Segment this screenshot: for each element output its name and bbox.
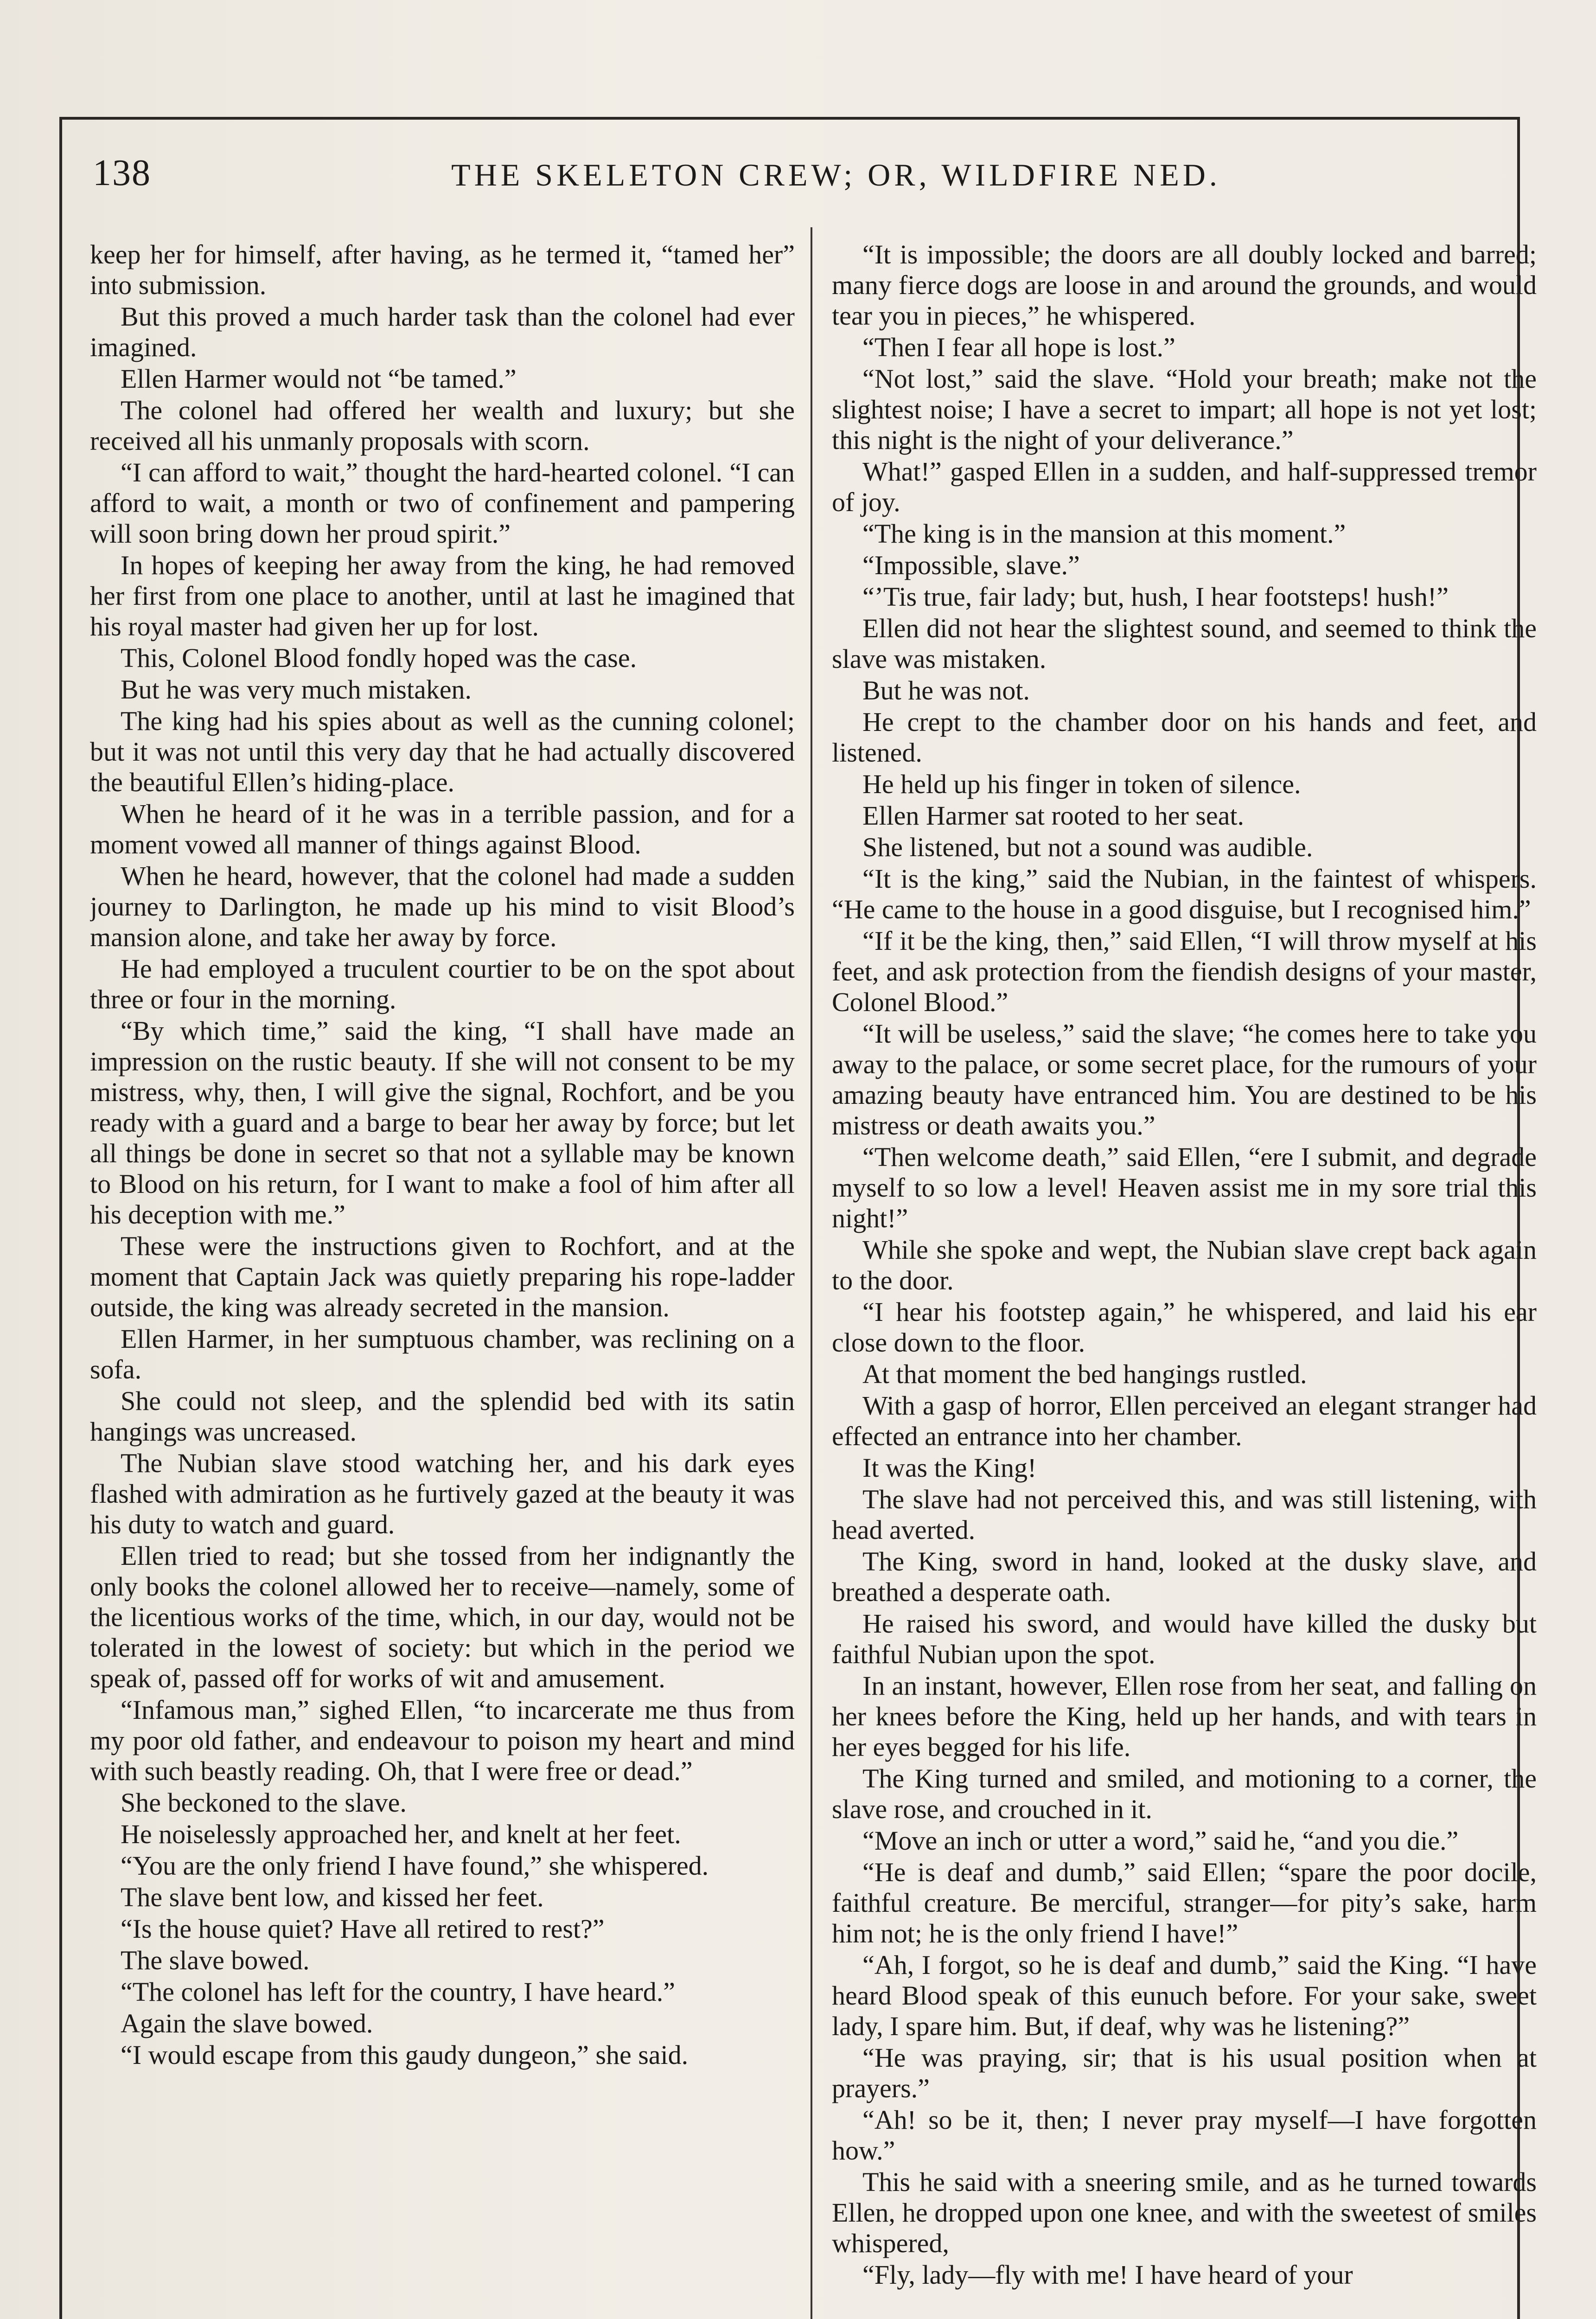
paragraph: He crept to the chamber door on his hands and feet, and listened. <box>832 707 1537 768</box>
paragraph: “Ah! so be it, then; I never pray myself—I have forgotten how.” <box>832 2105 1537 2165</box>
paragraph: “Is the house quiet? Have all retired to rest?” <box>121 1914 605 1944</box>
paragraph: The slave had not perceived this, and was still listening, with head averted. <box>832 1484 1537 1545</box>
paragraph: “The king is in the mansion at this moment.” <box>862 519 1346 549</box>
paragraph: When he heard, however, that the colonel had made a sudden journey to Darlington, he made up his mind to visit Blood’s mansion alone, and take her away by force. <box>90 861 795 952</box>
paragraph: “If it be the king, then,” said Ellen, “I will throw myself at his feet, and ask protection from the fiendish designs of your master, Colonel Blood.” <box>832 926 1537 1017</box>
paragraph: “It is impossible; the doors are all doubly locked and barred; many fierce dogs are loose in and around the grounds, and would tear you in pieces,” he whispered. <box>832 239 1537 331</box>
paragraph: In hopes of keeping her away from the king, he had removed her first from one place to another, until at last he imagined that his royal master had given her up for lost. <box>90 550 795 641</box>
paragraph: He held up his finger in token of silence. <box>862 769 1301 799</box>
paragraph: “Fly, lady—fly with me! I have heard of your <box>862 2260 1353 2290</box>
paragraph: “He is deaf and dumb,” said Ellen; “spare the poor docile, faithful creature. Be merciful, stranger—for pity’s sake, harm him not; he is the only friend I have!” <box>832 1857 1537 1948</box>
right-column <box>832 239 1537 2319</box>
paragraph: “You are the only friend I have found,” she whispered. <box>121 1851 709 1881</box>
paragraph: She listened, but not a sound was audible. <box>862 832 1313 862</box>
paragraph: In an instant, however, Ellen rose from her seat, and falling on her knees before the King, held up her hands, and with tears in her eyes begged for his life. <box>832 1671 1537 1762</box>
paragraph: “Infamous man,” sighed Ellen, “to incarcerate me thus from my poor old father, and endeavour to poison my heart and mind with such beastly reading. Oh, that I were free or dead.” <box>90 1695 795 1786</box>
paragraph: Ellen Harmer sat rooted to her seat. <box>862 801 1244 831</box>
paragraph: The King, sword in hand, looked at the dusky slave, and breathed a desperate oath. <box>832 1546 1537 1607</box>
paragraph: “’Tis true, fair lady; but, hush, I hear footsteps! hush!” <box>862 582 1449 612</box>
paragraph: “He was praying, sir; that is his usual position when at prayers.” <box>832 2043 1537 2103</box>
paragraph: But this proved a much harder task than the colonel had ever imagined. <box>90 301 795 362</box>
paragraph: The slave bent low, and kissed her feet. <box>121 1882 544 1912</box>
paragraph: He noiselessly approached her, and knelt at her feet. <box>121 1819 681 1849</box>
paragraph: She could not sleep, and the splendid bed with its satin hangings was uncreased. <box>90 1386 795 1447</box>
paragraph: “Then welcome death,” said Ellen, “ere I submit, and degrade myself to so low a level! Heaven assist me in my sore trial this night!” <box>832 1142 1537 1233</box>
paragraph: “It is the king,” said the Nubian, in the faintest of whispers. “He came to the house in a good disguise, but I recognised him.” <box>832 864 1537 924</box>
paragraph: “By which time,” said the king, “I shall have made an impression on the rustic beauty. If she will not consent to be my mistress, why, then, I will give the signal, Rochfort, and be you ready with a guard and a barge to bear her away by force; but let all things be done in secret so that not a syllable may be known to Blood on his return, for I want to make a fool of him after all his deception with me.” <box>90 1016 795 1230</box>
paragraph: “It will be useless,” said the slave; “he comes here to take you away to the palace, or some secret place, for the rumours of your amazing beauty have entranced him. You are destined to be his mistress or death awaits you.” <box>832 1019 1537 1140</box>
running-head: THE SKELETON CREW; OR, WILDFIRE NED. <box>451 157 1221 192</box>
paragraph: The colonel had offered her wealth and luxury; but she received all his unmanly proposals with scorn. <box>90 395 795 456</box>
paragraph: “I would escape from this gaudy dungeon,” she said. <box>121 2040 689 2070</box>
paragraph: Ellen Harmer, in her sumptuous chamber, was reclining on a sofa. <box>90 1324 795 1384</box>
paragraph: When he heard of it he was in a terrible passion, and for a moment vowed all manner of things against Blood. <box>90 799 795 859</box>
paragraph: The Nubian slave stood watching her, and his dark eyes flashed with admiration as he furtively gazed at the beauty it was his duty to watch and guard. <box>90 1448 795 1539</box>
paragraph: Ellen Harmer would not “be tamed.” <box>121 364 517 394</box>
paragraph: “Move an inch or utter a word,” said he, “and you die.” <box>862 1826 1459 1856</box>
paragraph: “Impossible, slave.” <box>862 550 1080 580</box>
paragraph: But he was very much mistaken. <box>121 674 472 705</box>
paragraph: While she spoke and wept, the Nubian slave crept back again to the door. <box>832 1235 1537 1295</box>
paragraph: “I hear his footstep again,” he whispered, and laid his ear close down to the floor. <box>832 1297 1537 1358</box>
paragraph: The King turned and smiled, and motioning to a corner, the slave rose, and crouched in it. <box>832 1763 1537 1824</box>
paragraph: At that moment the bed hangings rustled. <box>862 1359 1307 1389</box>
paragraph: The slave bowed. <box>121 1945 310 1975</box>
paragraph: What!” gasped Ellen in a sudden, and half-suppressed tremor of joy. <box>832 456 1537 517</box>
paragraph: He had employed a truculent courtier to be on the spot about three or four in the morning. <box>90 954 795 1014</box>
paragraph: “Ah, I forgot, so he is deaf and dumb,” said the King. “I have heard Blood speak of this eunuch before. For your sake, sweet lady, I spare him. But, if deaf, why was he listening?” <box>832 1950 1537 2041</box>
paragraph: Ellen did not hear the slightest sound, and seemed to think the slave was mistaken. <box>832 613 1537 674</box>
paragraph: These were the instructions given to Rochfort, and at the moment that Captain Jack was quietly preparing his rope-ladder outside, the king was already secreted in the mansion. <box>90 1231 795 1322</box>
paragraph: Again the slave bowed. <box>121 2008 373 2038</box>
paragraph: “The colonel has left for the country, I have heard.” <box>121 1977 675 2007</box>
paragraph: “Not lost,” said the slave. “Hold your breath; make not the slightest noise; I have a secret to impart; all hope is not yet lost; this night is the night of your deliverance.” <box>832 364 1537 455</box>
column-divider <box>811 227 812 2319</box>
page-header <box>93 147 1487 202</box>
paragraph: But he was not. <box>862 675 1030 705</box>
paragraph: keep her for himself, after having, as he termed it, “tamed her” into submission. <box>90 239 795 300</box>
page-frame <box>59 117 1537 2319</box>
paragraph: It was the King! <box>862 1453 1037 1483</box>
paragraph: “I can afford to wait,” thought the hard-hearted colonel. “I can afford to wait, a month or two of confinement and pampering will soon bring down her proud spirit.” <box>90 457 795 549</box>
paragraph: With a gasp of horror, Ellen perceived an elegant stranger had effected an entrance into her chamber. <box>832 1390 1537 1451</box>
page-number: 138 <box>93 153 151 193</box>
paragraph: Ellen tried to read; but she tossed from her indignantly the only books the colonel allowed her to receive—namely, some of the licentious works of the time, which, in our day, would not be tolerated in the lowest of society: but which in the period we speak of, passed off for works of wit and amusement. <box>90 1541 795 1693</box>
paragraph: He raised his sword, and would have killed the dusky but faithful Nubian upon the spot. <box>832 1608 1537 1669</box>
paragraph: She beckoned to the slave. <box>121 1787 407 1818</box>
paragraph: “Then I fear all hope is lost.” <box>862 332 1175 362</box>
paragraph: This he said with a sneering smile, and as he turned towards Ellen, he dropped upon one knee, and with the sweetest of smiles whispered, <box>832 2167 1537 2258</box>
left-column <box>90 239 795 2319</box>
paragraph: This, Colonel Blood fondly hoped was the case. <box>121 643 637 673</box>
paragraph: The king had his spies about as well as the cunning colonel; but it was not until this very day that he had actually discovered the beautiful Ellen’s hiding-place. <box>90 706 795 797</box>
